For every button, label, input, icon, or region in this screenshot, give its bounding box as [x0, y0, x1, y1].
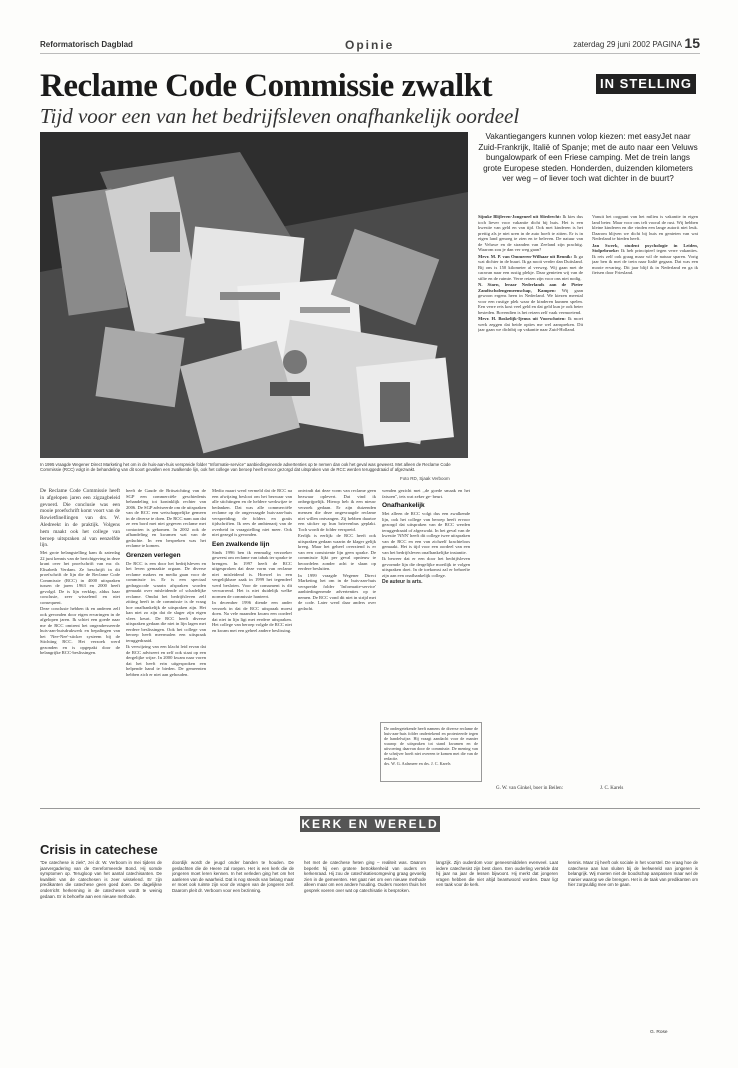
article-paragraph: Ik beweer dat er een door het bedrijfsleven gevormde lijn die dergelijke moeilijk te volgen uitspraken doet. In de toekomst zal er behoefte zijn aan een onafhankelijk college.: [382, 556, 470, 578]
article-subheading: Grenzen verlegen: [126, 551, 181, 559]
author-note: De auteur is arts.: [382, 579, 423, 585]
article-column-5: [382, 488, 470, 718]
page-header: [40, 35, 700, 54]
headline: Reclame Code Commissie zwalkt: [40, 68, 492, 104]
letter-author: Sijmke Blijleven-Jongeneel uit Sliedrecht:: [478, 214, 562, 219]
newspaper-name: Reformatorisch Dagblad: [40, 40, 133, 49]
letters-column-2: [592, 214, 698, 784]
article-paragraph: ontvindt dat deze vorm van reclame geen bezwaar oplevert. Dat vind ik onbegrijpelijk. Hierop heb ik een nieuw verzoek gedaan. Er zijn duizenden mensen die deze ongevraagde reclame niet willen ontvangen. Zij hebben daartoe een sticker op hun brievenbus geplakt. Toch wordt de folder verspreid.: [298, 488, 376, 532]
photo-caption: In 1995 vraagde Wegener Direct Marketing het om in de huis-aan-huis verspreide folder "Informatie-service" aanbiedingenende advertenties op te nemen dan ook het geval was geweest. Met alleen de Reclame Code Commissie (RCC) volgt in de behandeling van dit soort gevallen een zwalkende lijn, ook het college van beroep heeft ervoor gezorgd dat uitspraken van de RCC werden teruggedraaid of afgezwakt.: [40, 462, 451, 473]
letter-author: N. Starn, leraar Nederlands aan de Pieter Zandtscholengemeenschap, Kampen:: [478, 282, 583, 293]
article-paragraph: Ik verwijzing van een klacht leid ervan dat de RCC adviseert en zelf ook staat op een dergelijke wijze. In 2000 kwam naar voren dat het heeft erin uitgesproken een helpende hand te bieden. De gemeenten hebben zich er niet aan gehouden.: [126, 644, 206, 677]
subheadline: Tijd voor een van het bedrijfsleven onafhankelijk oordeel: [40, 104, 520, 128]
article-paragraph: Sinds 1996 ben ik eenmalig verzoeker geweest om reclame van tabak ter sprake te brengen. In 1997 heeft de RCC uitgesproken dat deze vorm van reclame niet misleidend is. Hoewel in een vergelijkbare zaak in 1999 het tegendeel werd besloten. Voor de consument is dit verwarrend. Het is niet duidelijk welke normen de commissie hanteert.: [212, 549, 292, 599]
article-paragraph: Met alleen de RCC volgt dus een zwalkende lijn, ook het college van beroep heeft ervoor gezorgd dat uitspraken van de RCC werden teruggedraaid of afgezwakt. In het geval van de kwestie 'NNN' heeft dit college twee uitspraken van de RCC en een van zichzelf krachteloos gemaakt. Het is tijd voor een oordeel van een van het bedrijfsleven onafhankelijke instantie.: [382, 511, 470, 555]
article-column-1: [40, 488, 120, 798]
letter-text: Ik kies dus toch liever voor vakantie dicht bij huis. Het is een kwestie van geld en van tijd. Ook met kinderen is het prettig als je niet uren in de auto hoeft te zitten. Er is in eigen land genoeg te zien en te beleven. De natuur van de Veluwe en de stranden van Zeeland zijn prachtig. Waarom zou je dan ver weg gaan?: [478, 214, 583, 252]
letter-text: Ik moet werk zeggen dat beide opties me wel aanspreken. Dit jaar gaan we dichtbij op vakantie naar Zuid-Holland.: [478, 316, 583, 332]
article-column-2: [126, 488, 206, 798]
letter-author: Mevr. M. P. van Ommeren-Wilhaar uit Bennik:: [478, 253, 573, 259]
kerk-column-5: kennis. Maar zij heeft ook sociale in het voorstel. De vraag hoe de catechese aan kan sluiten bij de leefwereld van jongeren is belangrijk. Wij moeten niet de boodschap aanpassen maar wel de manier waarop we die brengen. Het is de taak van predikanten om hier zorgvuldig mee om te gaan.: [568, 860, 698, 888]
article-paragraph: Eerlijk is eerlijk: de RCC heeft ook uitspraken gedaan waarin de klager gelijk kreeg. Maar het geheel overziend is er van een consistente lijn geen sprake. De commissie lijkt per geval opnieuw te beoordelen zonder acht te slaan op eerdere besluiten.: [298, 533, 376, 571]
article-infobox: [380, 722, 482, 782]
vacation-question-intro: Vakantiegangers kunnen volop kiezen: met easyJet naar Zuid-Frankrijk, Italië of Spanje; met de auto naar een Veluws bungalowpark of een Friese camping. Met de trein langs grote Europese steden. Honderden, duizenden kilometers ver weg – of liever toch wat dichter in de buurt?: [478, 132, 698, 184]
issue-date: zaterdag 29 juni 2002 PAGINA: [573, 40, 682, 49]
article-column-3: [212, 488, 292, 798]
letter-author: Mevr. H. Boskelijk-Ijenus uit Voorschoten:: [478, 316, 566, 321]
article-photo: [40, 132, 468, 458]
article-paragraph: De RCC is een door het bedrijfsleven en het leven gemaakte orgaan. De diverse reclame makers en media gaan voor de commissie in. Er is een speciaal gedragscode waarin afspraken worden gemaakt over misleidende of schadelijke reclame. Omdat het bedrijfsleven zelf zitting heeft in de commissie is de vraag hoe onafhankelijk de uitspraken zijn. Het kan niet zo zijn dat de slager zijn eigen vlees keurt. De RCC heeft diverse uitspraken gedaan die niet in lijn lagen met eerdere beslissingen. Ook het college van beroep heeft meermalen een uitspraak teruggedraaid.: [126, 560, 206, 643]
letter-author: Jan Swerk, student psychologie in Leiden, Stolpebroeke:: [592, 242, 698, 253]
section-title: Opinie: [345, 38, 395, 52]
in-stelling-label: IN STELLING: [596, 74, 696, 94]
letter-text: Wij gaan gewoon ergens heen in Nederland. We kiezen meestal voor een rustige plek waar de kinderen kunnen spelen. Een verre reis kost veel geld en dat geld kun je ook beter besteden. Bovendien is het reizen zelf vaak vermoeiend.: [478, 287, 583, 315]
letters-column-1: [478, 214, 583, 784]
letter-text: Vanuit het oogpunt van het milieu is vakantie in eigen land beter. Maar voor ons telt vooral de rust. Wij hebben kleine kinderen en die vinden een lange autorit niet leuk. Daarom blijven we dicht bij huis en genieten van wat Nederland te bieden heeft.: [592, 214, 698, 241]
infobox-text: De ondergetekende heeft namens de diverse reclame de huis-aan-huis folder ondertekend en protesteerde tegen de handelwijze. Hij vraagt aandacht voor de manier waarop de uitspraken tot stand kwamen en de uitvoering daarvan door de commissie. De mening van de schrijver hoeft niet overeen te komen met die van de redactie.: [384, 726, 478, 761]
section-divider: [40, 808, 700, 809]
article-paragraph: Met grote belangstelling kam ik zaterdag 22 juni kennis van de berichtgeving in deze krant over het proefschrift van mr. dr. Elisabeth Verdam. Ze beschrijft in dit proefschrift de lijn die de Reclame Code Commissie (RCC) in 4000 uitspraken tussen de jaren 1963 en 2000 heeft gevolgd. De is lijn verklap, aldus haar conclusie, zeer wisselend en niet consequent.: [40, 550, 120, 605]
letter-signature: J. C. Karels: [600, 786, 624, 791]
kerk-en-wereld-banner: KERK EN WERELD: [301, 817, 439, 831]
kerk-column-3: het met de catechese heten ging – realiteit was. Daarom beperkt hij een grotere betrokkenheid van ouders en kerkenraad. Hij zou de catechisatiesomgeving graag gevoelig zien in de gemeenten. Het gaat niet om een nieuwe methode alleen maar om een andere houding. Ouders moeten thuis het gesprek voeren over wat op catechisatie is besproken.: [304, 860, 426, 893]
kerk-column-4: langzijk. Zijn ouderdom voor geneesmiddelen evenveel. Laat iedere catechesist zijn best doen. Een ouderling vertelde dat hij jaar na jaar de lessen bijwoont. Hij merkt dat jongeren vragen hebben die niet altijd beantwoord worden. Daar ligt een taak voor de kerk.: [436, 860, 558, 888]
photo-credit: Foto RD, Sjaak Verboom: [400, 476, 450, 481]
page-number: 15: [684, 35, 700, 51]
kerk-signature: G. Rose: [650, 1030, 668, 1035]
article-paragraph: Deze conclusie hebben ik en anderen zelf ook gevonden door eigen ervaringen in de afgelopen jaren. Ik schiet een goede naar me de RCC omtrent het ongeadresseerde huis-aan-huisdrukwerk en bepalingen van het 'Nee-Nee'-sticker systeem bij de Stichting RCC. Het verzoek werd gezonden en is opgepakt door de belangrijke RCC-beslissingen.: [40, 606, 120, 656]
kerk-article-title: Crisis in catechese: [40, 842, 158, 857]
article-paragraph: In 1999 vraagde Wegener Direct Marketing het om in de huis-aan-huis verspreide folder 'Informatie-service' aanbiedingenende advertenties op te nemen. De RCC vond dit niet in strijd met de code. Later werd daar anders over gedacht.: [298, 572, 376, 611]
article-paragraph: Medio maart werd vermeld dat de RCC na een afwijzing besloot om het bezwaar van alle stichtingen en de heldere werkwijze te bedanken. Dat was alle commerciële reclame op de ongevraagde huis-aan-huis verspreiding; de folders en gratis tijdschriften. Ik rees de ambtenarij van de overheid in vraagstelling niet meer. Ook niet gezegd is gevonden.: [212, 488, 292, 537]
kerk-column-2: doordijk wordt de jeugd onder banden te houden. De geslachten die de Heere zal roepen. Het is een kerk die de jongeren moet leren kennen. In het verleden ging het om het aanleren van de waarheid. Dat is nog steeds van belang maar er moet ook ruimte zijn voor de vragen van de jongeren zelf. Daarom pleit dr. Verboom voor een bezinning.: [172, 860, 294, 893]
article-subheading: Een zwalkende lijn: [212, 540, 270, 548]
kerk-column-1: "De catechese is ziek", zei dr. W. Verboom in mei tijdens de jaarvergadering van de Gereformeerde Bond. Hij somde symptomen op. Terugloop van het aantal catechisanten. De kwaliteit van de catechesen is zeer wisselend. Er zijn predikanten die catechese geen goed doen. De dagelijkse onderricht herkenning in de catechesen wordt te weinig gedaan. Er is behoefte aan een nieuwe methode.: [40, 860, 162, 899]
article-paragraph: heeft de Gaude de Britszichting van de SGP een commerciële geschiedenis behandeling tot koninklijk rechter van 2006. De SGP adviseerde om de uitspraken van de RCC een wetschappelijke gemeen in de diverse te doen. De RCC nam aan dat ze een bord met niet gegeven reclame met contacten is gekomen. In 2002 ook de afhandeling en kwamen wat van de gedachte. In een bespreken was het reclame te komen.: [126, 488, 206, 548]
article-subheading: Onafhankelijk: [382, 502, 425, 509]
article-column-4: [298, 488, 376, 798]
article-lead: De Reclame Code Commissie heeft in afgelopen jaren een zigzagbeleid gevoerd. Die conclusie was een mooie proefschrift komt voort van de Rowietfinellingen van drs. W. Aledreekt in de praktijk. Volgens hem maakt ook het college van beroep uitspraken al van eenzelfde lijn.: [40, 488, 120, 549]
letter-text: Ik ga wat dichter in de buurt. Ik ga nooit verder dan Duitsland. Bij ons is 150 kilometer al verweg. Wij gaan met de caravan naar een rustig plekje. Daar genieten wij van de stilte en de ruimte. Verre reizen zijn voor ons niet nodig.: [478, 253, 583, 281]
article-paragraph: wenden gezicht met ,,de goede smaak en het fatsoen'', iets wat zeker ge- beurt.: [382, 488, 470, 499]
infobox-signature: drs. W. G. Aalsmeer en drs. J. C. Karels: [384, 761, 451, 766]
letter-signature: G. W. van Ginkel, boer in Beilen:: [496, 786, 564, 791]
letter-text: Ik heb principieel tegen verre vakanties. Ik reis zelf ook graag maar wil de natuur sparen. Vorig jaar ben ik met de trein naar Italië gegaan. Dat was een mooie ervaring. Dit jaar blijf ik in Nederland en ga ik fietsen door Friesland.: [592, 248, 698, 275]
folders-photo-illustration: [40, 132, 468, 458]
article-paragraph: In december 1996 diende een ander verzoek in dat de RCC uitspraak moest doen. Na vele maanden kwam een oordeel dat niet in lijn ligt met eerdere uitspraken. Het college van beroep volgde de RCC niet en kwam met een geheel andere beslissing.: [212, 600, 292, 633]
